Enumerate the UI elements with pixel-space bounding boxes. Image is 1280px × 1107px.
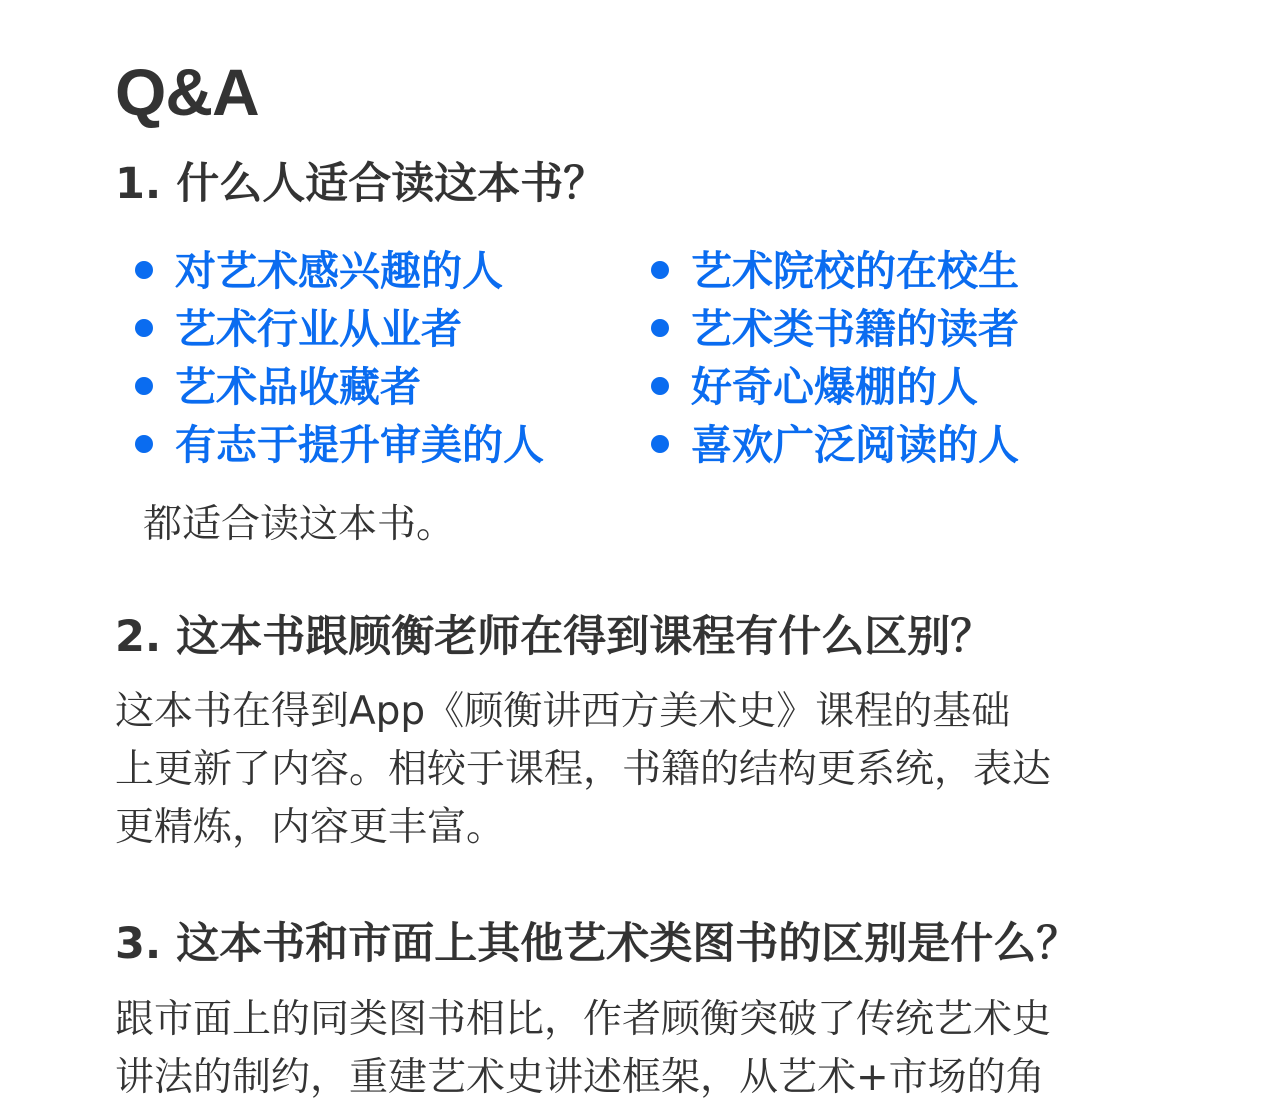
- question-3-heading: 3. 这本书和市面上其他艺术类图书的区别是什么？: [115, 919, 1080, 969]
- audience-note: 都适合读这本书。: [143, 502, 456, 547]
- answer-line: 跟市面上的同类图书相比，作者顾衡突破了传统艺术史: [115, 997, 1052, 1042]
- bullet-icon: [135, 377, 153, 395]
- answer-line: 这本书在得到App《顾衡讲西方美术史》课程的基础: [115, 689, 1011, 734]
- audience-label: 喜欢广泛阅读的人: [691, 421, 1019, 469]
- audience-label: 有志于提升审美的人: [175, 421, 544, 469]
- list-item: [651, 300, 1019, 358]
- bullet-icon: [651, 319, 669, 337]
- audience-label: 艺术类书籍的读者: [691, 305, 1019, 353]
- audience-label: 艺术行业从业者: [175, 305, 462, 353]
- bullet-icon: [135, 319, 153, 337]
- list-item: [135, 242, 503, 300]
- answer-line: 更精炼，内容更丰富。: [115, 805, 506, 850]
- list-item: [651, 242, 1019, 300]
- answer-line: 上更新了内容。相较于课程，书籍的结构更系统，表达: [115, 747, 1052, 792]
- list-item: [651, 416, 1019, 474]
- audience-label: 对艺术感兴趣的人: [175, 247, 503, 295]
- bullet-icon: [651, 435, 669, 453]
- list-item: [651, 358, 978, 416]
- bullet-icon: [651, 261, 669, 279]
- list-item: [135, 358, 421, 416]
- list-item: [135, 300, 462, 358]
- list-item: [135, 416, 544, 474]
- audience-label: 艺术品收藏者: [175, 363, 421, 411]
- bullet-icon: [135, 261, 153, 279]
- bullet-icon: [135, 435, 153, 453]
- audience-label: 艺术院校的在校生: [691, 247, 1019, 295]
- page-title: Q&A: [115, 55, 259, 129]
- audience-label: 好奇心爆棚的人: [691, 363, 978, 411]
- question-3-answer: [115, 991, 1175, 1107]
- question-2-answer: [115, 683, 1175, 857]
- question-2-heading: 2. 这本书跟顾衡老师在得到课程有什么区别？: [115, 612, 994, 662]
- bullet-icon: [651, 377, 669, 395]
- question-1-heading: 1. 什么人适合读这本书？: [115, 159, 607, 209]
- answer-line: 讲法的制约，重建艺术史讲述框架，从艺术+市场的角: [115, 1055, 1045, 1100]
